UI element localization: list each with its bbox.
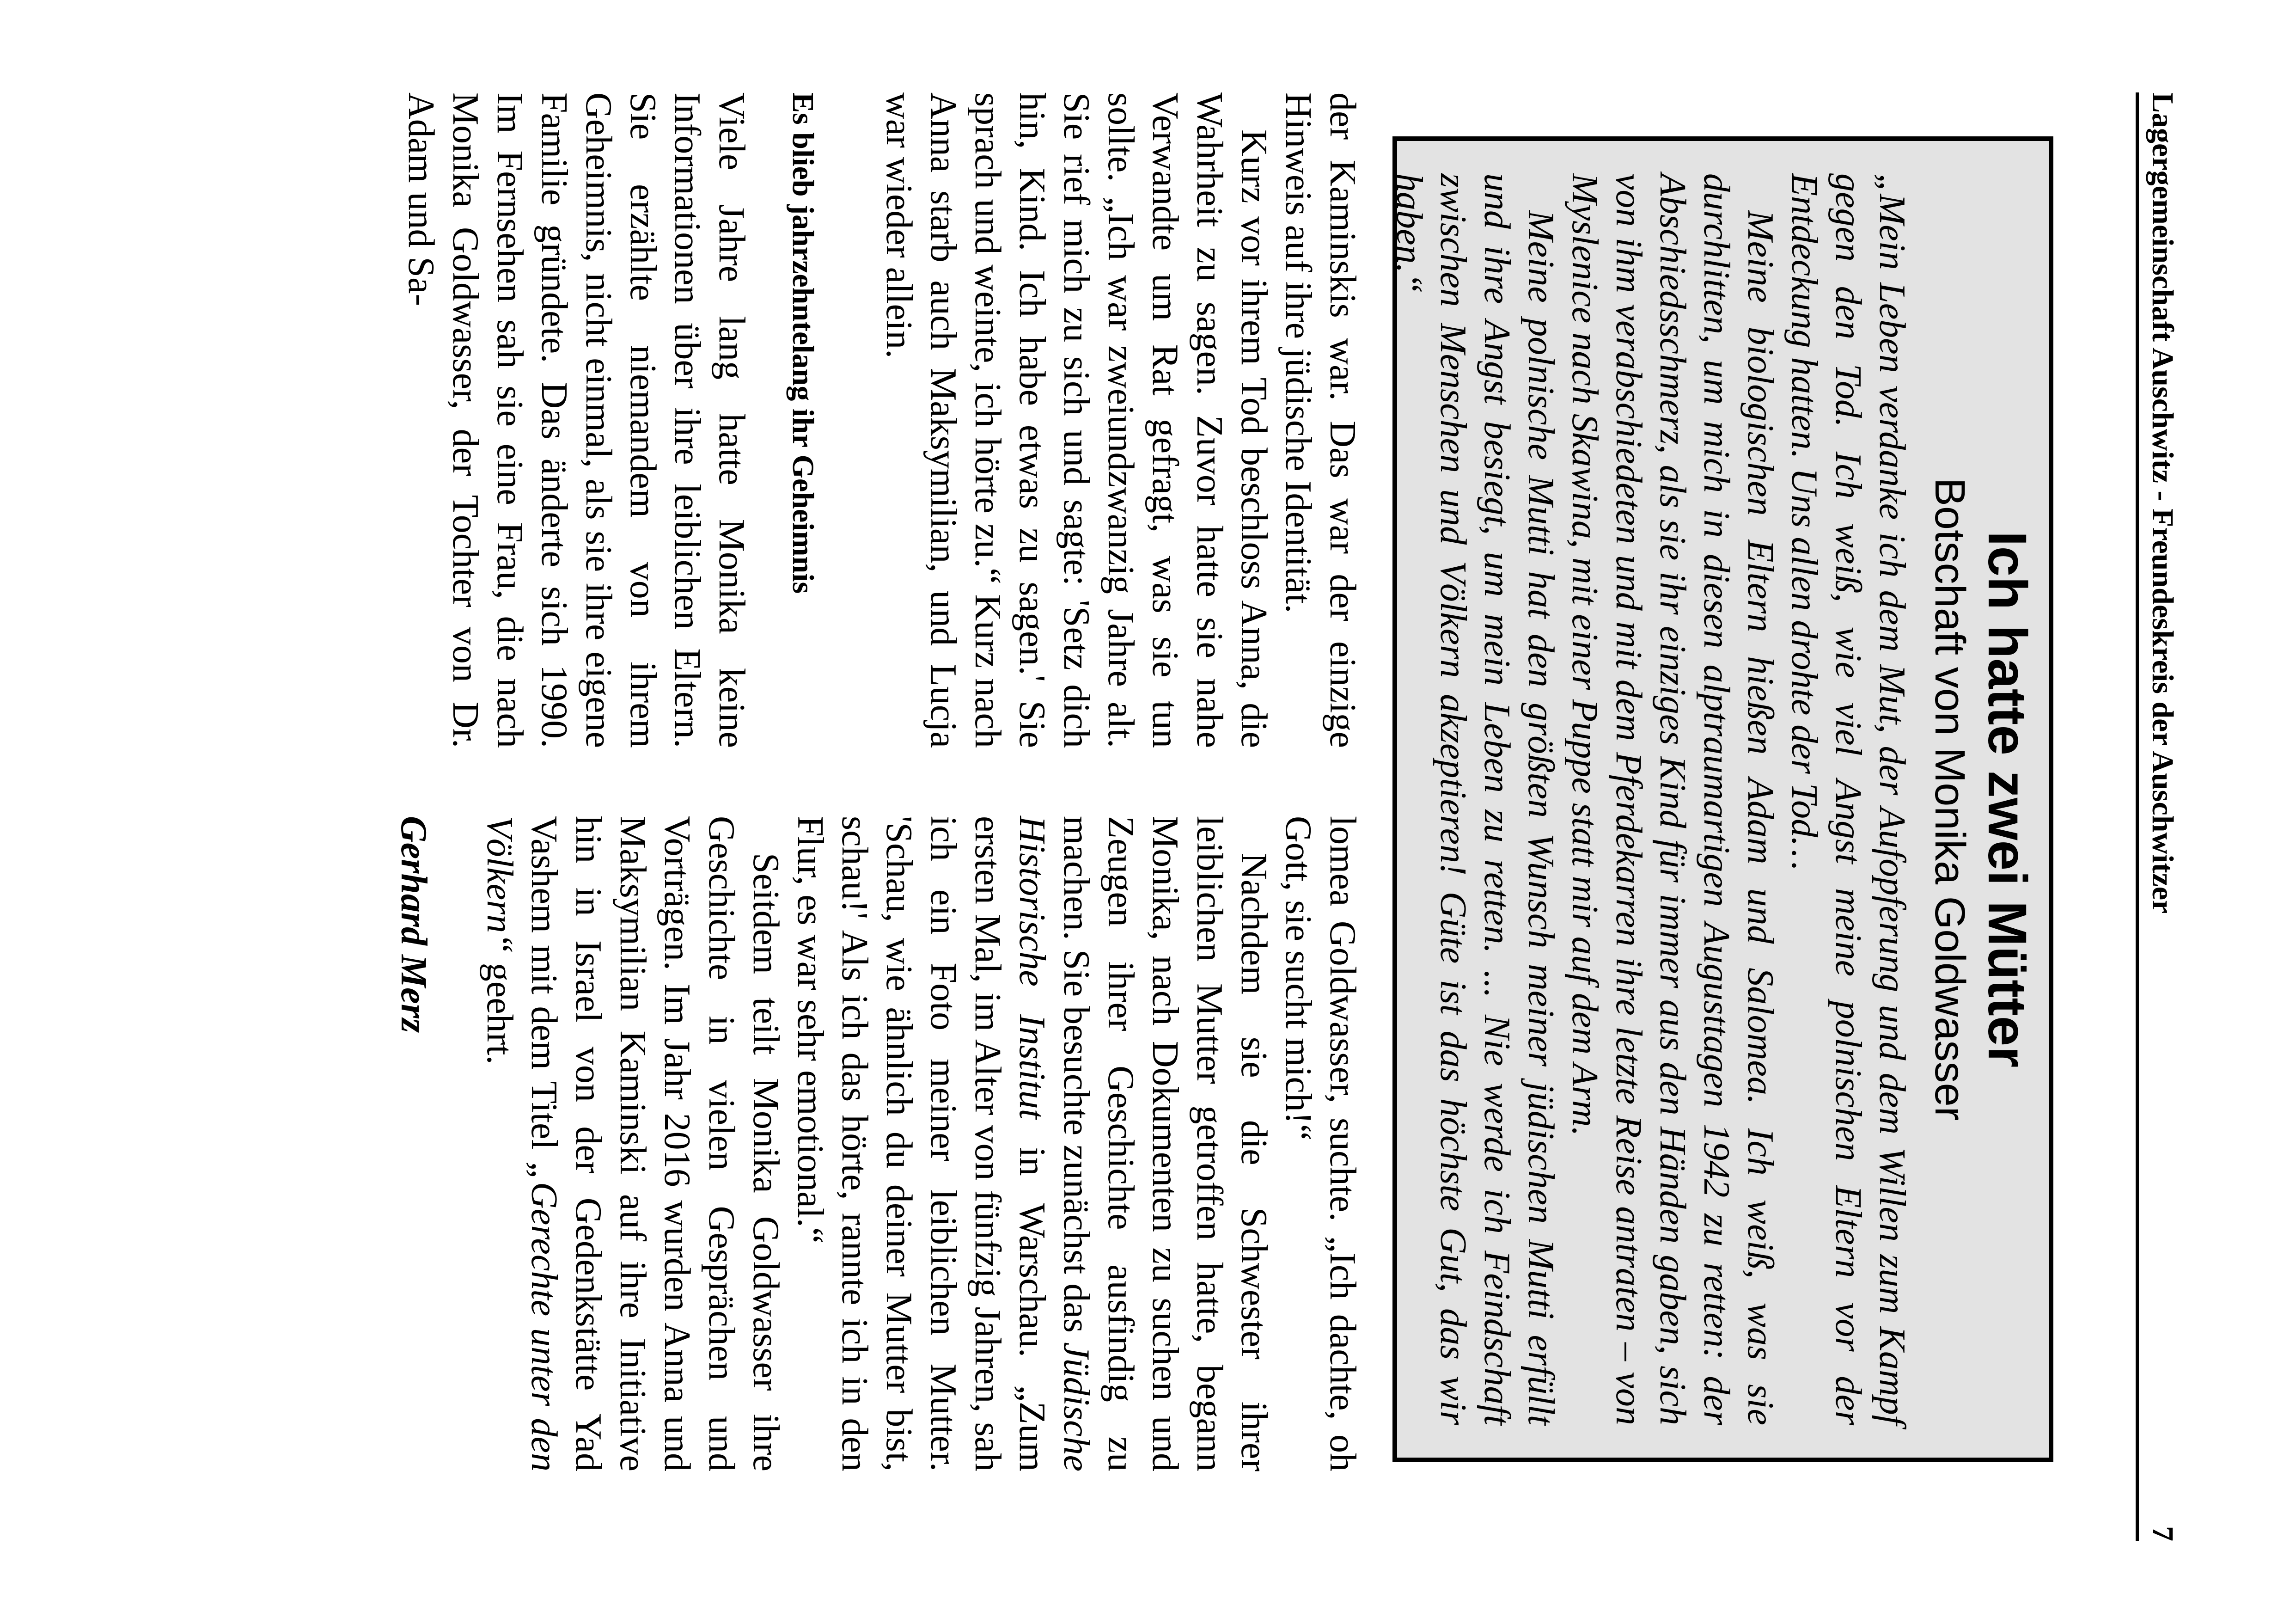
header-title: Lagergemeinschaft Auschwitz - Freundeskreis der Auschwitzer — [2146, 92, 2180, 914]
body-paragraph: lomea Goldwasser, suchte. „Ich dachte, oh Gott, sie sucht mich!“ — [1278, 816, 1363, 1471]
quote-paragraph: Meine polnische Mutti hat den größten Wunsch meiner jüdischen Mutti erfüllt und ihre Angst besiegt, um mein Leben zu retten. ... Nie werde ich Feindschaft zwischen Menschen und Völkern akzeptieren! Güte ist das höchste Gut, das wir haben.“ — [1389, 173, 1562, 1425]
page-number: 7 — [2146, 1526, 2180, 1541]
article-title: Ich hatte zwei Mütter — [1977, 531, 2038, 1068]
article-subtitle: Botschaft von Monika Goldwasser — [1926, 478, 1974, 1121]
honor-title: „Gerechte unter den Völkern“ — [479, 816, 564, 1471]
body-paragraph: Kurz vor ihrem Tod beschloss Anna, die Wahrheit zu sagen. Zuvor hatte sie nahe Verwandte um Rat gefragt, was sie tun sollte. „Ich war zweiundzwanzig Jahre alt. Sie rief mich zu sich und sagte: 'Setz dich hin, Kind. Ich habe etwas zu sagen.' Sie sprach und weinte, ich hörte zu.“ Kurz nach Anna starb auch Maksymilian, und Lucja war wieder allein. — [879, 92, 1274, 748]
body-text: in Warschau. „Zum ersten Mal, im Alter von fünfzig Jahren, sah ich ein Foto meiner leiblichen Mutter. 'Schau, wie ähnlich du deiner Mutter bist, schau!' Als ich das hörte, rannte ich in den Flur, es war sehr emotional.“ — [790, 816, 1052, 1472]
body-text: geehrt. — [479, 953, 520, 1065]
quote-box — [1389, 136, 2053, 1462]
quote-text — [1387, 173, 1914, 1425]
quote-paragraph: „Mein Leben verdanke ich dem Mut, der Aufopferung und dem Willen zum Kampf gegen den Tod. Ich weiß, wie viel Angst meine polnischen Eltern vor der Entdeckung hatten. Uns allen drohte der Tod… — [1784, 173, 1913, 1425]
body-text: Seitdem teilt Monika Goldwasser ihre Geschichte in vielen Gesprächen und Vorträgen. Im Jahr 2016 wurden Anna und Maksymilian Kaminski auf ihre Initiative hin in Israel von der Gedenkstätte Yad Vashem mit dem Titel — [524, 816, 786, 1471]
left-column — [399, 92, 1365, 748]
body-paragraph: Viele Jahre lang hatte Monika keine Informationen über ihre leiblichen Eltern. Sie erzählte niemandem von ihrem Geheimnis, nicht einmal, als sie ihre eigene Familie gründete. Das änderte sich 1990. Im Fernsehen sah sie eine Frau, die nach Monika Goldwasser, der Tochter von Dr. Adam und Sa- — [401, 92, 752, 748]
institute-name: Jüdische Historische Institut — [1012, 816, 1097, 1471]
body-text: Nachdem sie die Schwester ihrer leiblichen Mutter getroffen hatte, begann Monika, nach Dokumenten zu suchen und Zeugen ihrer Geschichte ausfindig zu machen. Sie besuchte zunächst das — [1056, 816, 1274, 1471]
body-paragraph: der Kaminskis war. Das war der einzige Hinweis auf ihre jüdische Identität. — [1278, 92, 1363, 748]
right-column — [391, 816, 1365, 1471]
quote-paragraph: Meine biologischen Eltern hießen Adam und Salomea. Ich weiß, was sie durchlitten, um mich in diesen alptraumartigen Augusttagen 1942 zu retten: der Abschiedsschmerz, als sie ihr einziges Kind für immer aus den Händen gaben, sich von ihm verabschiedeten und mit dem Pferdekarren ihre letzte Reise antraten – von Myslenice nach Skawina, mit einer Puppe statt mir auf dem Arm. — [1564, 173, 1781, 1425]
body-paragraph — [788, 816, 1276, 1471]
body-paragraph — [477, 816, 788, 1471]
section-subheading: Es blieb jahrzehntelang ihr Geheimnis — [786, 92, 820, 594]
author-name: Gerhard Merz — [393, 816, 434, 1033]
page-header — [2136, 92, 2190, 1541]
